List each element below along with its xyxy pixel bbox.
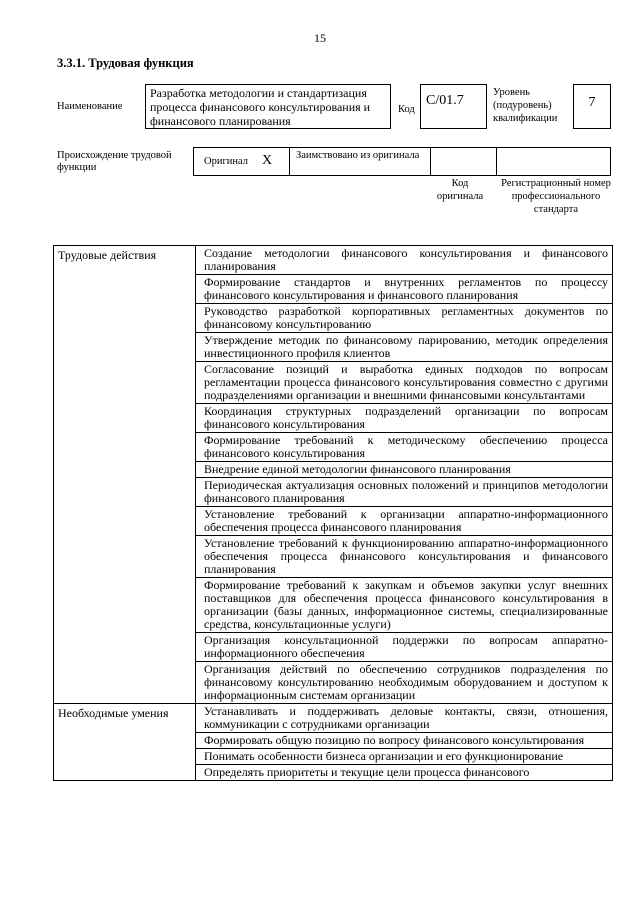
skills-row [54, 704, 613, 781]
section-title: 3.3.1. Трудовая функция [57, 56, 194, 70]
labor-action-item: Периодическая актуализация основных положений и принципов методологии финансового планирования [196, 478, 612, 507]
code-original-label: Код оригинала [436, 178, 484, 202]
labor-action-item: Формирование требований к закупкам и объемов закупки услуг внешних поставщиков для обеспечения процесса финансового консультирования в организации (базы данных, информационное системы, специализированные средства, консультационные услуги) [196, 578, 612, 633]
labor-actions-list [196, 246, 613, 704]
skills-label: Необходимые умения [54, 704, 196, 781]
labor-action-item: Организация консультационной поддержки по вопросам аппаратно-информационного обеспечения [196, 633, 612, 662]
origin-label: Происхождение трудовой функции [57, 150, 172, 173]
labor-action-item: Руководство разработкой корпоративных регламентных документов по финансовому консультированию [196, 304, 612, 333]
labor-action-item: Утверждение методик по финансовому парированию, методик определения инвестиционного профиля клиентов [196, 333, 612, 362]
labor-actions-row [54, 246, 613, 704]
function-details-table [53, 245, 613, 781]
skill-item: Понимать особенности бизнеса организации и его функционирование [196, 749, 612, 765]
origin-divider [289, 148, 290, 175]
original-label: Оригинал [204, 156, 248, 167]
reg-number-label: Регистрационный номер профессионального стандарта [501, 178, 611, 215]
borrowed-label: Заимствовано из оригинала [296, 150, 420, 161]
origin-divider [430, 148, 431, 175]
labor-action-item: Внедрение единой методологии финансового планирования [196, 462, 612, 478]
original-mark: X [262, 153, 273, 168]
level-value: 7 [573, 84, 611, 129]
origin-divider [496, 148, 497, 175]
labor-action-item: Координация структурных подразделений организации по вопросам финансового консультирования [196, 404, 612, 433]
function-name-box: Разработка методологии и стандартизация процесса финансового консультирования и финансового планирования [145, 84, 391, 129]
labor-action-item: Организация действий по обеспечению сотрудников подразделения по финансовому консультированию необходимым оборудованием и доступом к информационным системам организации [204, 662, 608, 702]
labor-action-item: Установление требований к функционированию аппаратно-информационного обеспечения процесса финансового консультирования и финансового планирования [196, 536, 612, 578]
skills-list [196, 704, 613, 781]
origin-row [193, 147, 611, 176]
labor-action-item: Формирование стандартов и внутренних регламентов по процессу финансового консультирования и финансового планирования [196, 275, 612, 304]
page-number: 15 [314, 31, 326, 45]
code-label: Код [398, 104, 415, 115]
labor-action-item: Согласование позиций и выработка единых подходов по вопросам регламентации процесса финансового консультирования совместно с другими подразделениями организации и внешними финансовыми консультантами [196, 362, 612, 404]
skill-item: Определять приоритеты и текущие цели процесса финансового [204, 765, 530, 779]
skill-item: Устанавливать и поддерживать деловые контакты, связи, отношения, коммуникации с сотрудниками организации [196, 704, 612, 733]
code-value: C/01.7 [420, 84, 487, 129]
level-label: Уровень (подуровень) квалификации [493, 87, 558, 124]
labor-actions-label: Трудовые действия [54, 246, 196, 704]
skill-item: Формировать общую позицию по вопросу финансового консультирования [196, 733, 612, 749]
labor-action-item: Создание методологии финансового консультирования и финансового планирования [196, 246, 612, 275]
name-label: Наименование [57, 101, 123, 112]
labor-action-item: Формирование требований к методическому обеспечению процесса финансового консультирования [196, 433, 612, 462]
labor-action-item: Установление требований к организации аппаратно-информационного обеспечения процесса финансового планирования [196, 507, 612, 536]
